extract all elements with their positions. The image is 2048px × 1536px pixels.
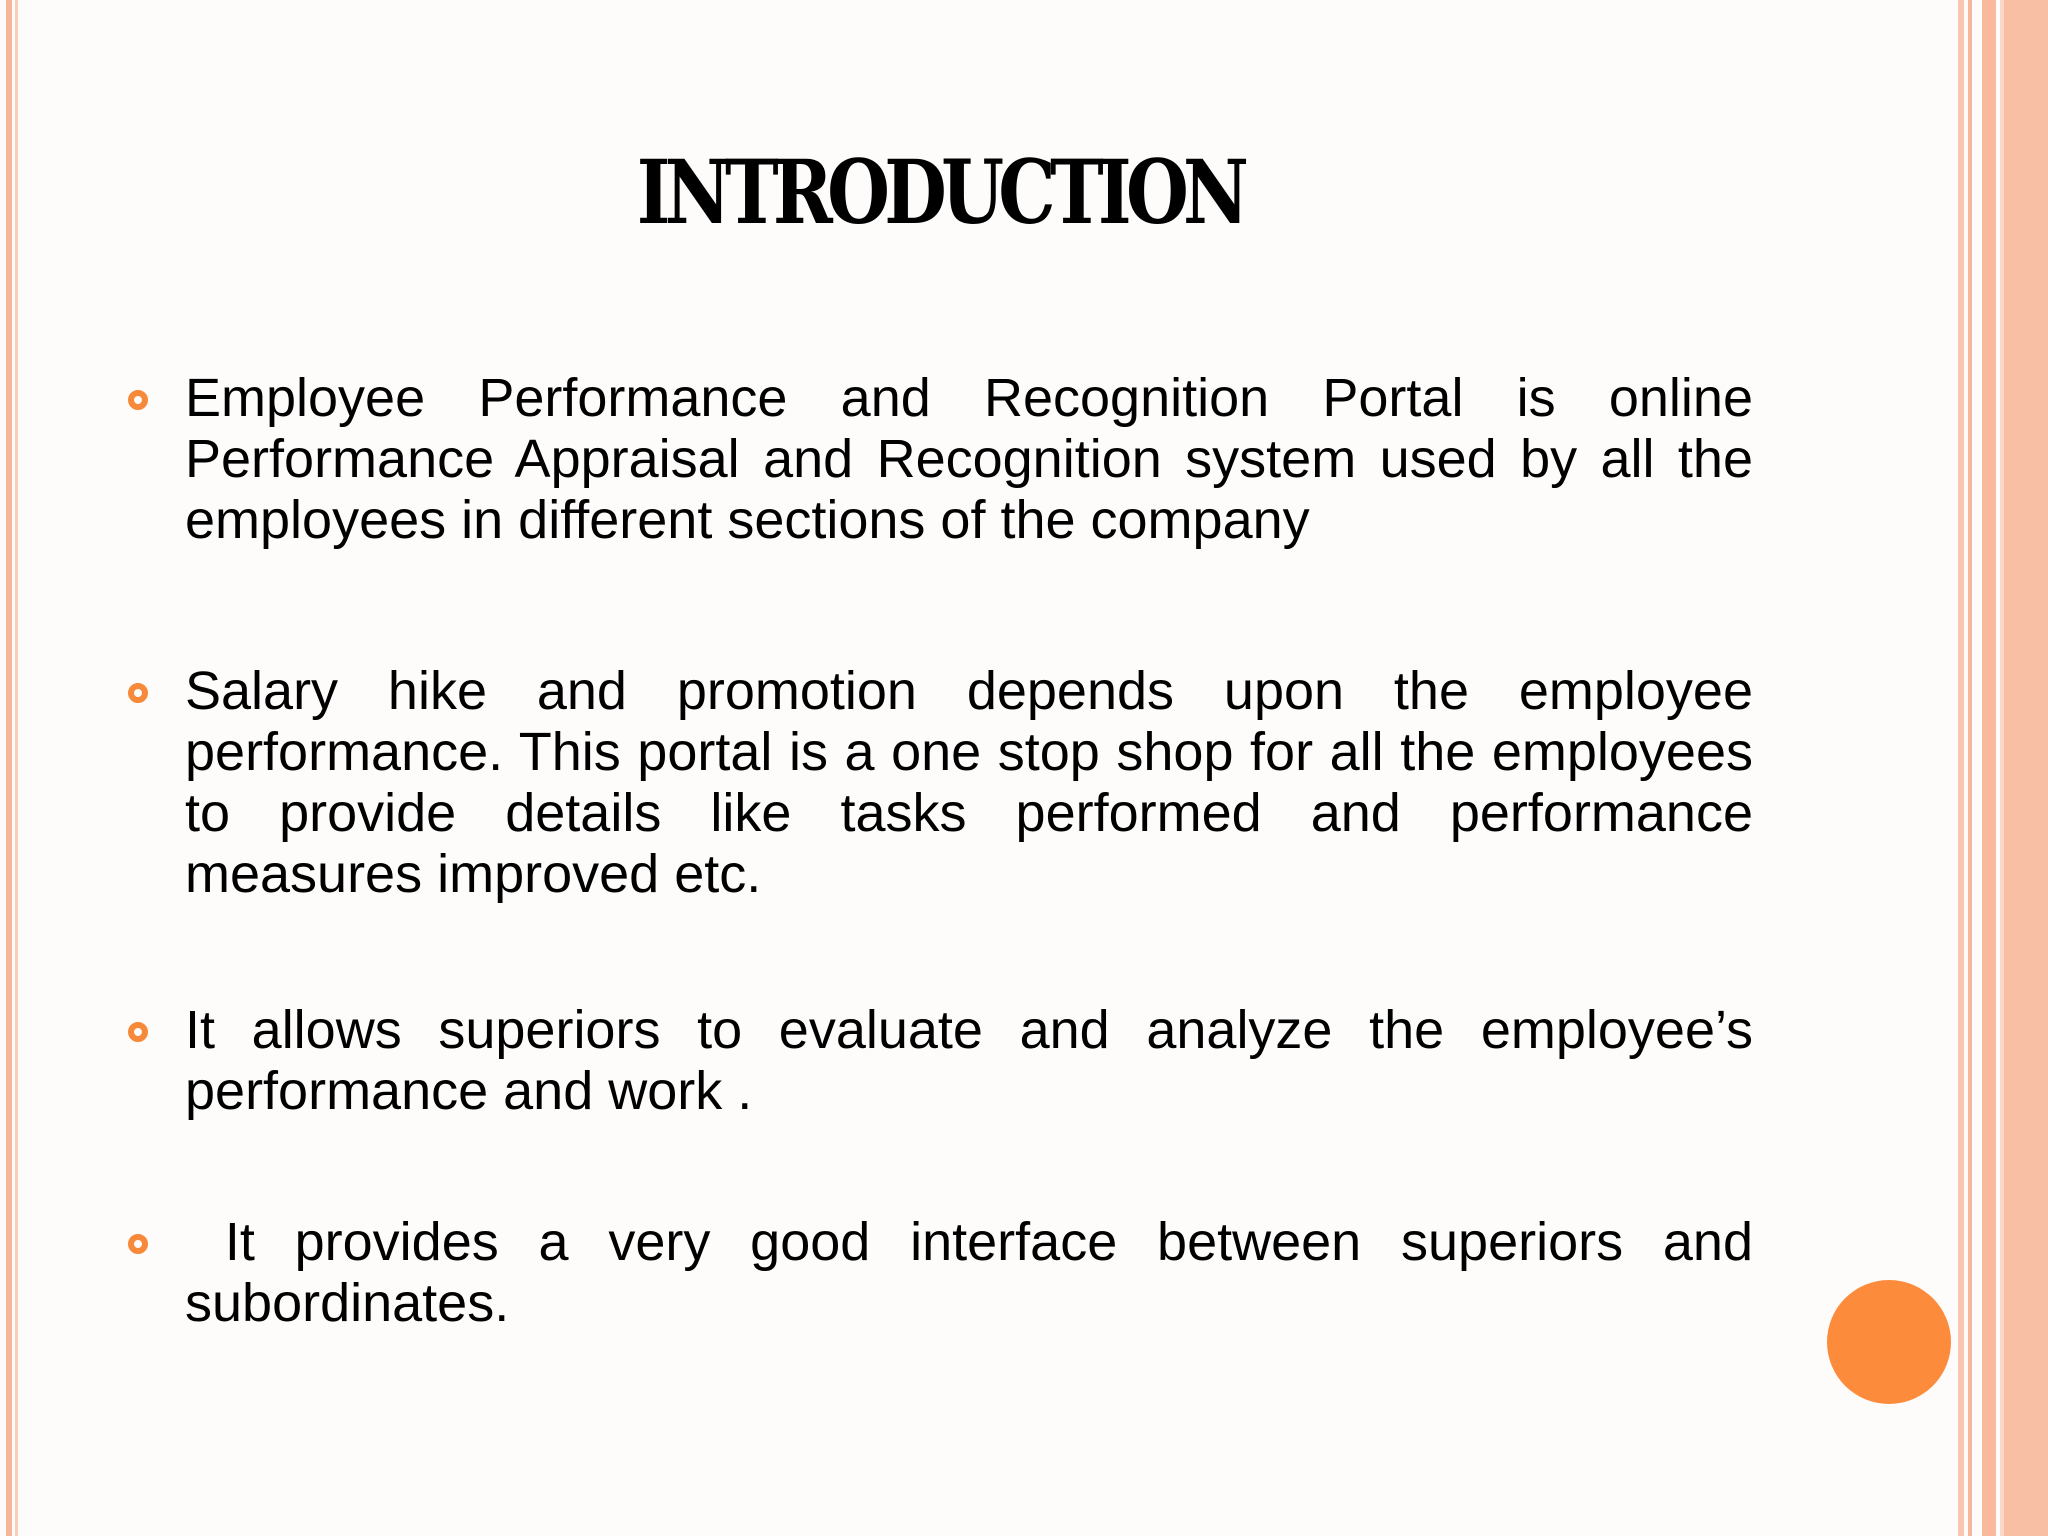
right-border-stripe-2 <box>1968 0 1972 1536</box>
bullet-item <box>128 1000 1753 1122</box>
right-border-band <box>2004 0 2048 1536</box>
slide-title: INTRODUCTION <box>636 140 1244 244</box>
bullet-item <box>128 1212 1769 1334</box>
bullet-text: It provides a very good interface between superiors and subordinates. <box>185 1212 1769 1333</box>
right-border-stripe-3 <box>1982 0 1996 1536</box>
bullet-item <box>128 661 1753 905</box>
bullet-text: Salary hike and promotion depends upon the employee performance. This portal is a one stop shop for all the employees to provide details like tasks performed and performance measures improved etc. <box>185 661 1753 904</box>
bullet-circle-icon <box>128 390 148 410</box>
bullet-item <box>128 368 1753 551</box>
bullet-circle-icon <box>128 683 148 703</box>
bullet-circle-icon <box>128 1234 148 1254</box>
bullet-list <box>128 368 1769 1334</box>
decorative-orange-circle <box>1827 1280 1951 1404</box>
bullet-text: It allows superiors to evaluate and analyze the employee’s performance and work . <box>185 1000 1753 1121</box>
bullet-circle-icon <box>128 1022 148 1042</box>
left-border-stripe <box>6 0 12 1536</box>
right-border-stripe-1 <box>1958 0 1964 1536</box>
bullet-text: Employee Performance and Recognition Portal is online Performance Appraisal and Recognition system used by all the employees in different sections of the company <box>185 368 1753 550</box>
left-border-stripe-inner <box>15 0 18 1536</box>
